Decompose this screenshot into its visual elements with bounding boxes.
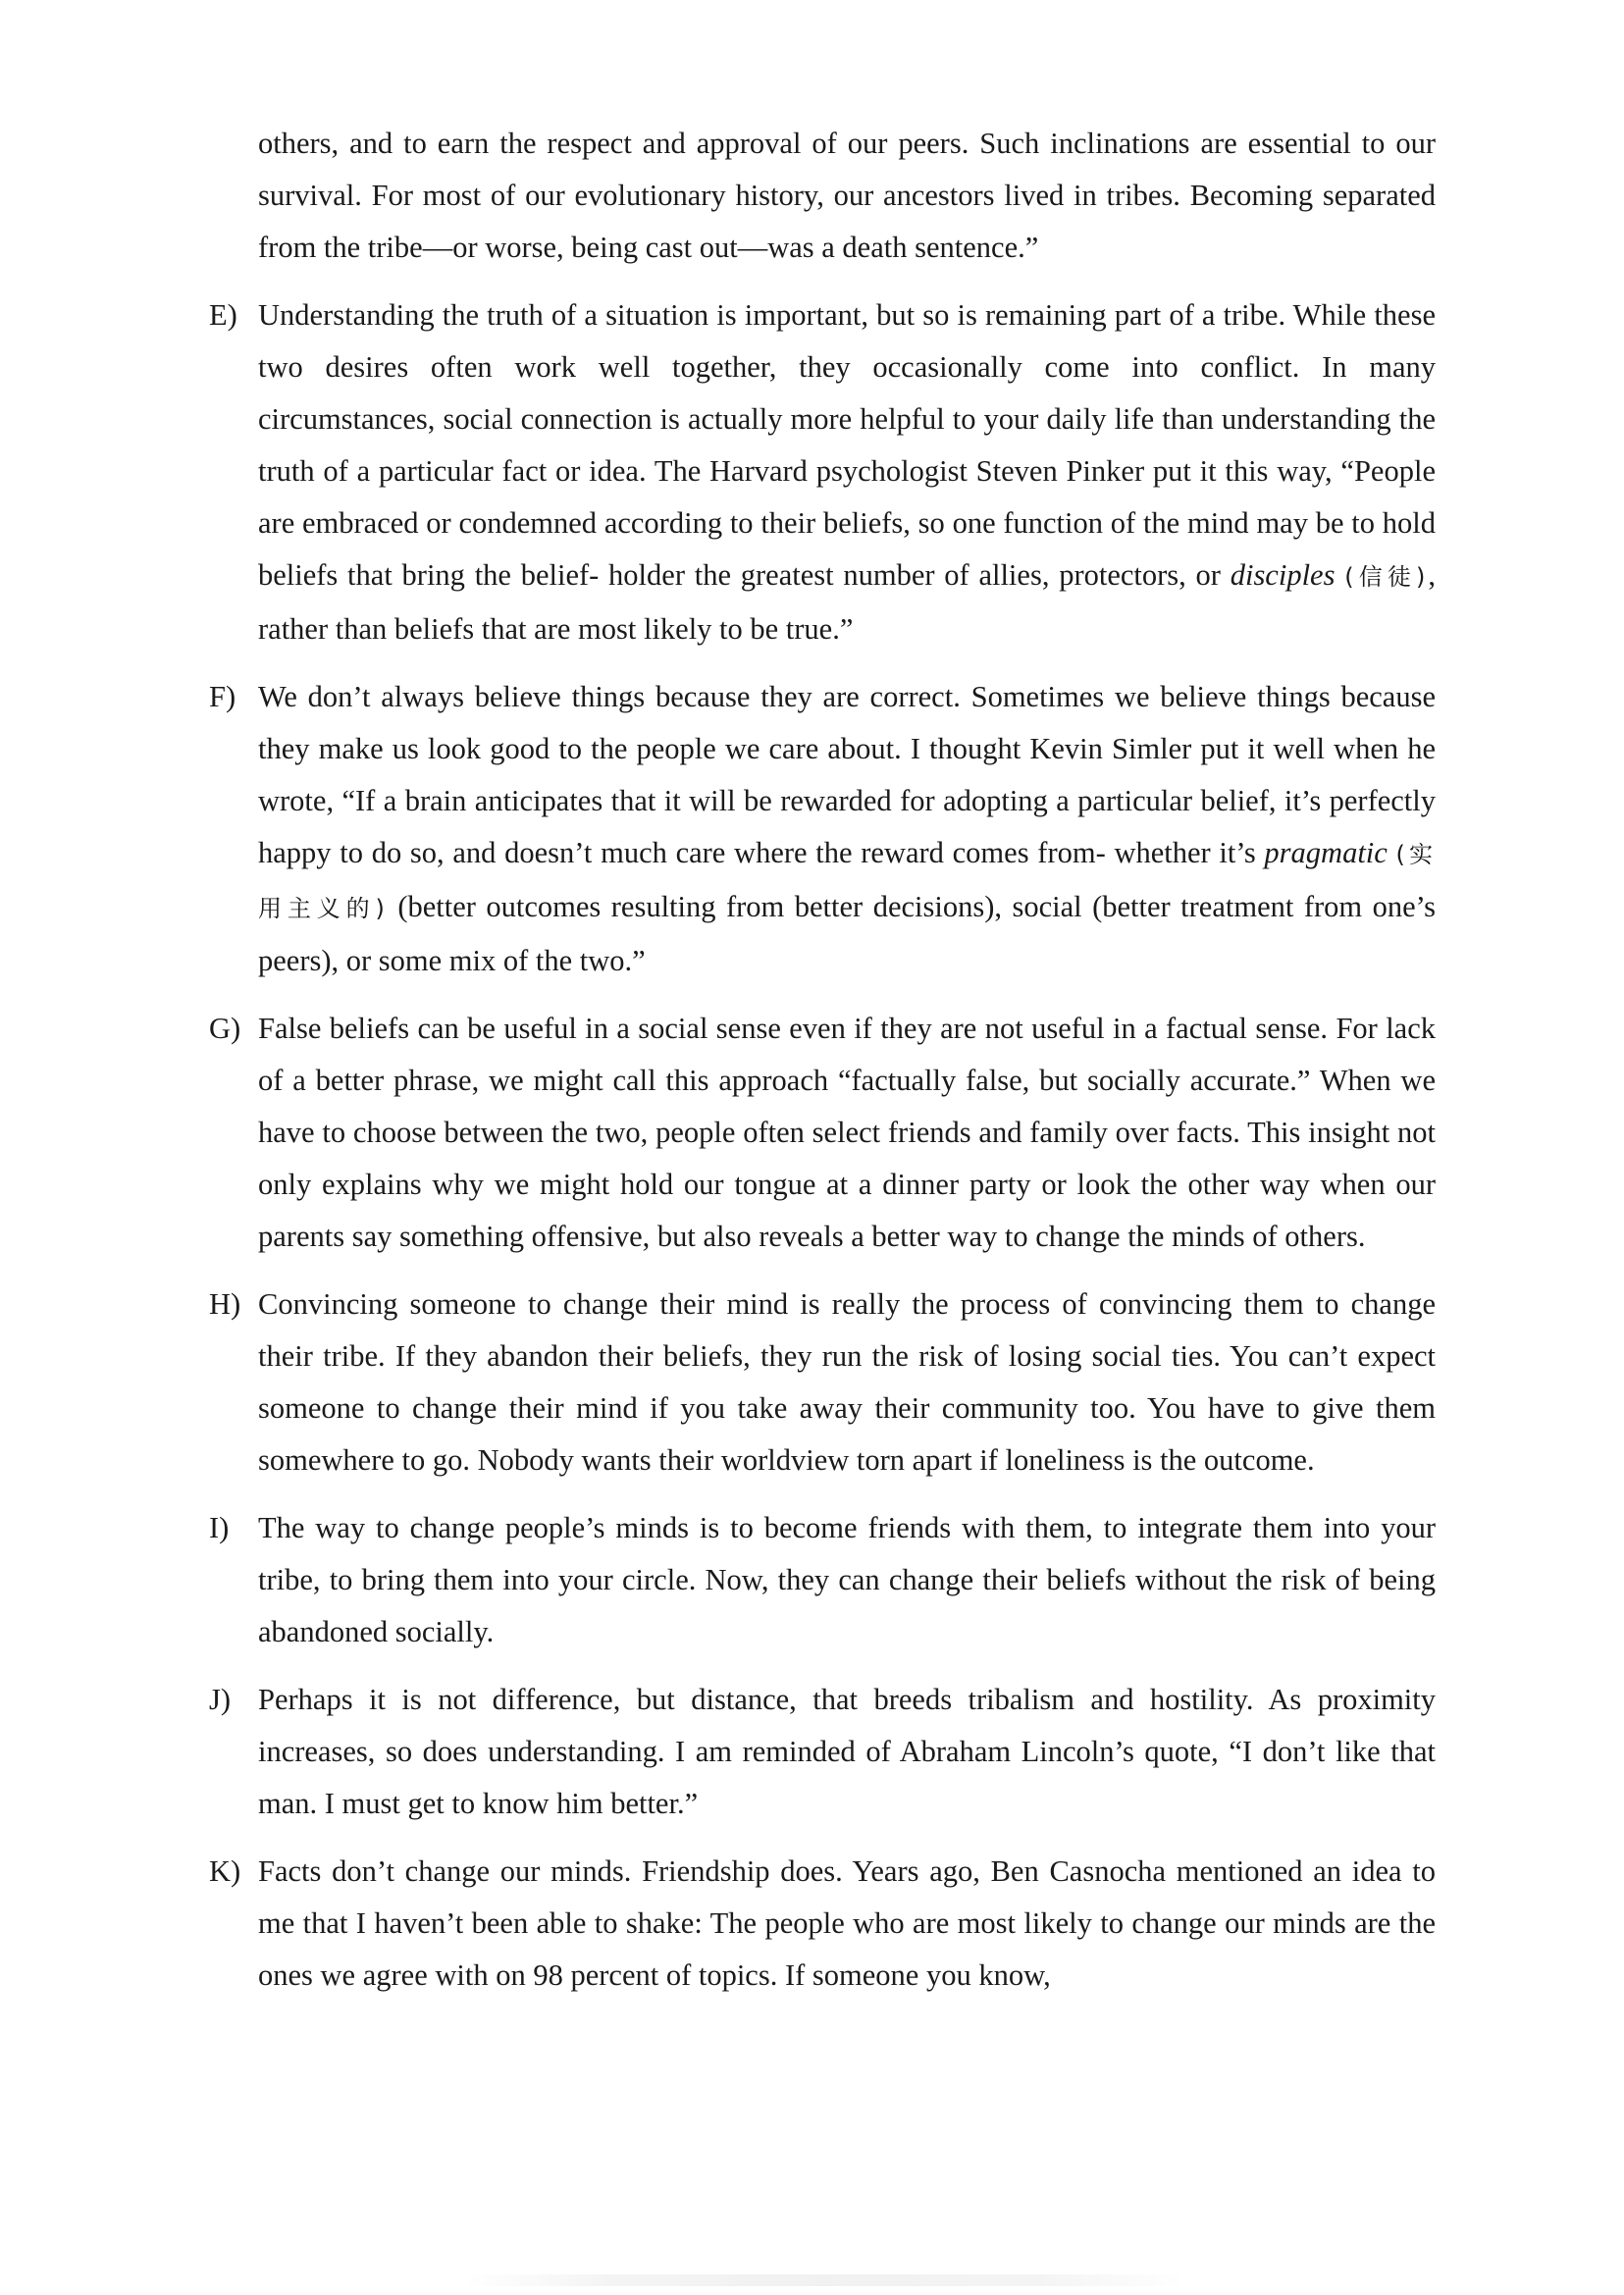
paragraph-g bbox=[209, 1003, 1436, 1263]
paragraph-label: K) bbox=[209, 1854, 241, 1888]
paragraph-text: Convincing someone to change their mind is really the process of convincing them to change their tribe. If they abandon their beliefs, they run the risk of losing social ties. You can’t expect someone to change their mind if you take away their community too. You have to give them somewhere to go. Nobody wants their worldview torn apart if loneliness is the outcome. bbox=[258, 1287, 1436, 1477]
text-segment: Understanding the truth of a situation is important, but so is remaining part of a tribe. While these two desires often work well together, they occasionally come into conflict. In many circumstances, social connection is actually more helpful to your daily life than understanding the truth of a particular fact or idea. The Harvard psychologist Steven Pinker put it this way, “People are embraced or condemned according to their beliefs, so one function of the mind may be to hold beliefs that bring the belief- holder the greatest number of allies, protectors, or bbox=[258, 298, 1436, 592]
paragraph-text: Perhaps it is not difference, but distance, that breeds tribalism and hostility. As proximity increases, so does understanding. I am reminded of Abraham Lincoln’s quote, “I don’t like that man. I must get to know him better.” bbox=[258, 1683, 1436, 1820]
paragraph-label: H) bbox=[209, 1287, 241, 1321]
text-segment: , rather than beliefs that are most likely to be true.” bbox=[258, 558, 1436, 646]
paragraph-text: The way to change people’s minds is to become friends with them, to integrate them into your tribe, to bring them into your circle. Now, they can change their beliefs without the risk of being abandoned socially. bbox=[258, 1511, 1436, 1648]
paragraph-label: J) bbox=[209, 1683, 232, 1716]
paragraph-f bbox=[209, 671, 1436, 987]
scan-artifact bbox=[461, 2274, 1187, 2286]
italic-term: disciples bbox=[1230, 558, 1336, 592]
chinese-gloss: (信徒) bbox=[1344, 563, 1429, 591]
chinese-gloss: (实用主义的) bbox=[258, 841, 1436, 922]
paragraph-h bbox=[209, 1278, 1436, 1487]
article-body bbox=[209, 118, 1436, 2017]
paragraph-text: Facts don’t change our minds. Friendship does. Years ago, Ben Casnocha mentioned an idea to me that I haven’t been able to shake: The people who are most likely to change our minds are the ones we agree with on 98 percent of topics. If someone you know, bbox=[258, 1854, 1436, 1992]
paragraph-text bbox=[258, 289, 1436, 655]
paragraph-label: G) bbox=[209, 1012, 241, 1045]
paragraph-text: False beliefs can be useful in a social sense even if they are not useful in a factual sense. For lack of a better phrase, we might call this approach “factually false, but socially accurate.” When we have to choose between the two, people often select friends and family over facts. This insight not only explains why we might hold our tongue at a dinner party or look the other way when our parents say something offensive, but also reveals a better way to change the minds of others. bbox=[258, 1012, 1436, 1253]
italic-term: pragmatic bbox=[1264, 836, 1388, 869]
paragraph-text bbox=[258, 671, 1436, 987]
text-segment: (better outcomes resulting from better decisions), social (better treatment from one’s peers), or some mix of the two.” bbox=[258, 890, 1436, 977]
paragraph-label: I) bbox=[209, 1511, 230, 1544]
paragraph-label: F) bbox=[209, 680, 236, 713]
paragraph-text: others, and to earn the respect and approval of our peers. Such inclinations are essential to our survival. For most of our evolutionary history, our ancestors lived in tribes. Becoming separated from the tribe—or worse, being cast out—was a death sentence.” bbox=[258, 127, 1436, 264]
paragraph-j bbox=[209, 1674, 1436, 1830]
paragraph-label: E) bbox=[209, 298, 237, 332]
paragraph-e bbox=[209, 289, 1436, 655]
paragraph-i bbox=[209, 1502, 1436, 1658]
paragraph-k bbox=[209, 1846, 1436, 2002]
text-segment: We don’t always believe things because they are correct. Sometimes we believe things because they make us look good to the people we care about. I thought Kevin Simler put it well when he wrote, “If a brain anticipates that it will be rewarded for adopting a particular belief, it’s perfectly happy to do so, and doesn’t much care where the reward comes from- whether it’s bbox=[258, 680, 1436, 869]
paragraph-continuation bbox=[209, 118, 1436, 274]
